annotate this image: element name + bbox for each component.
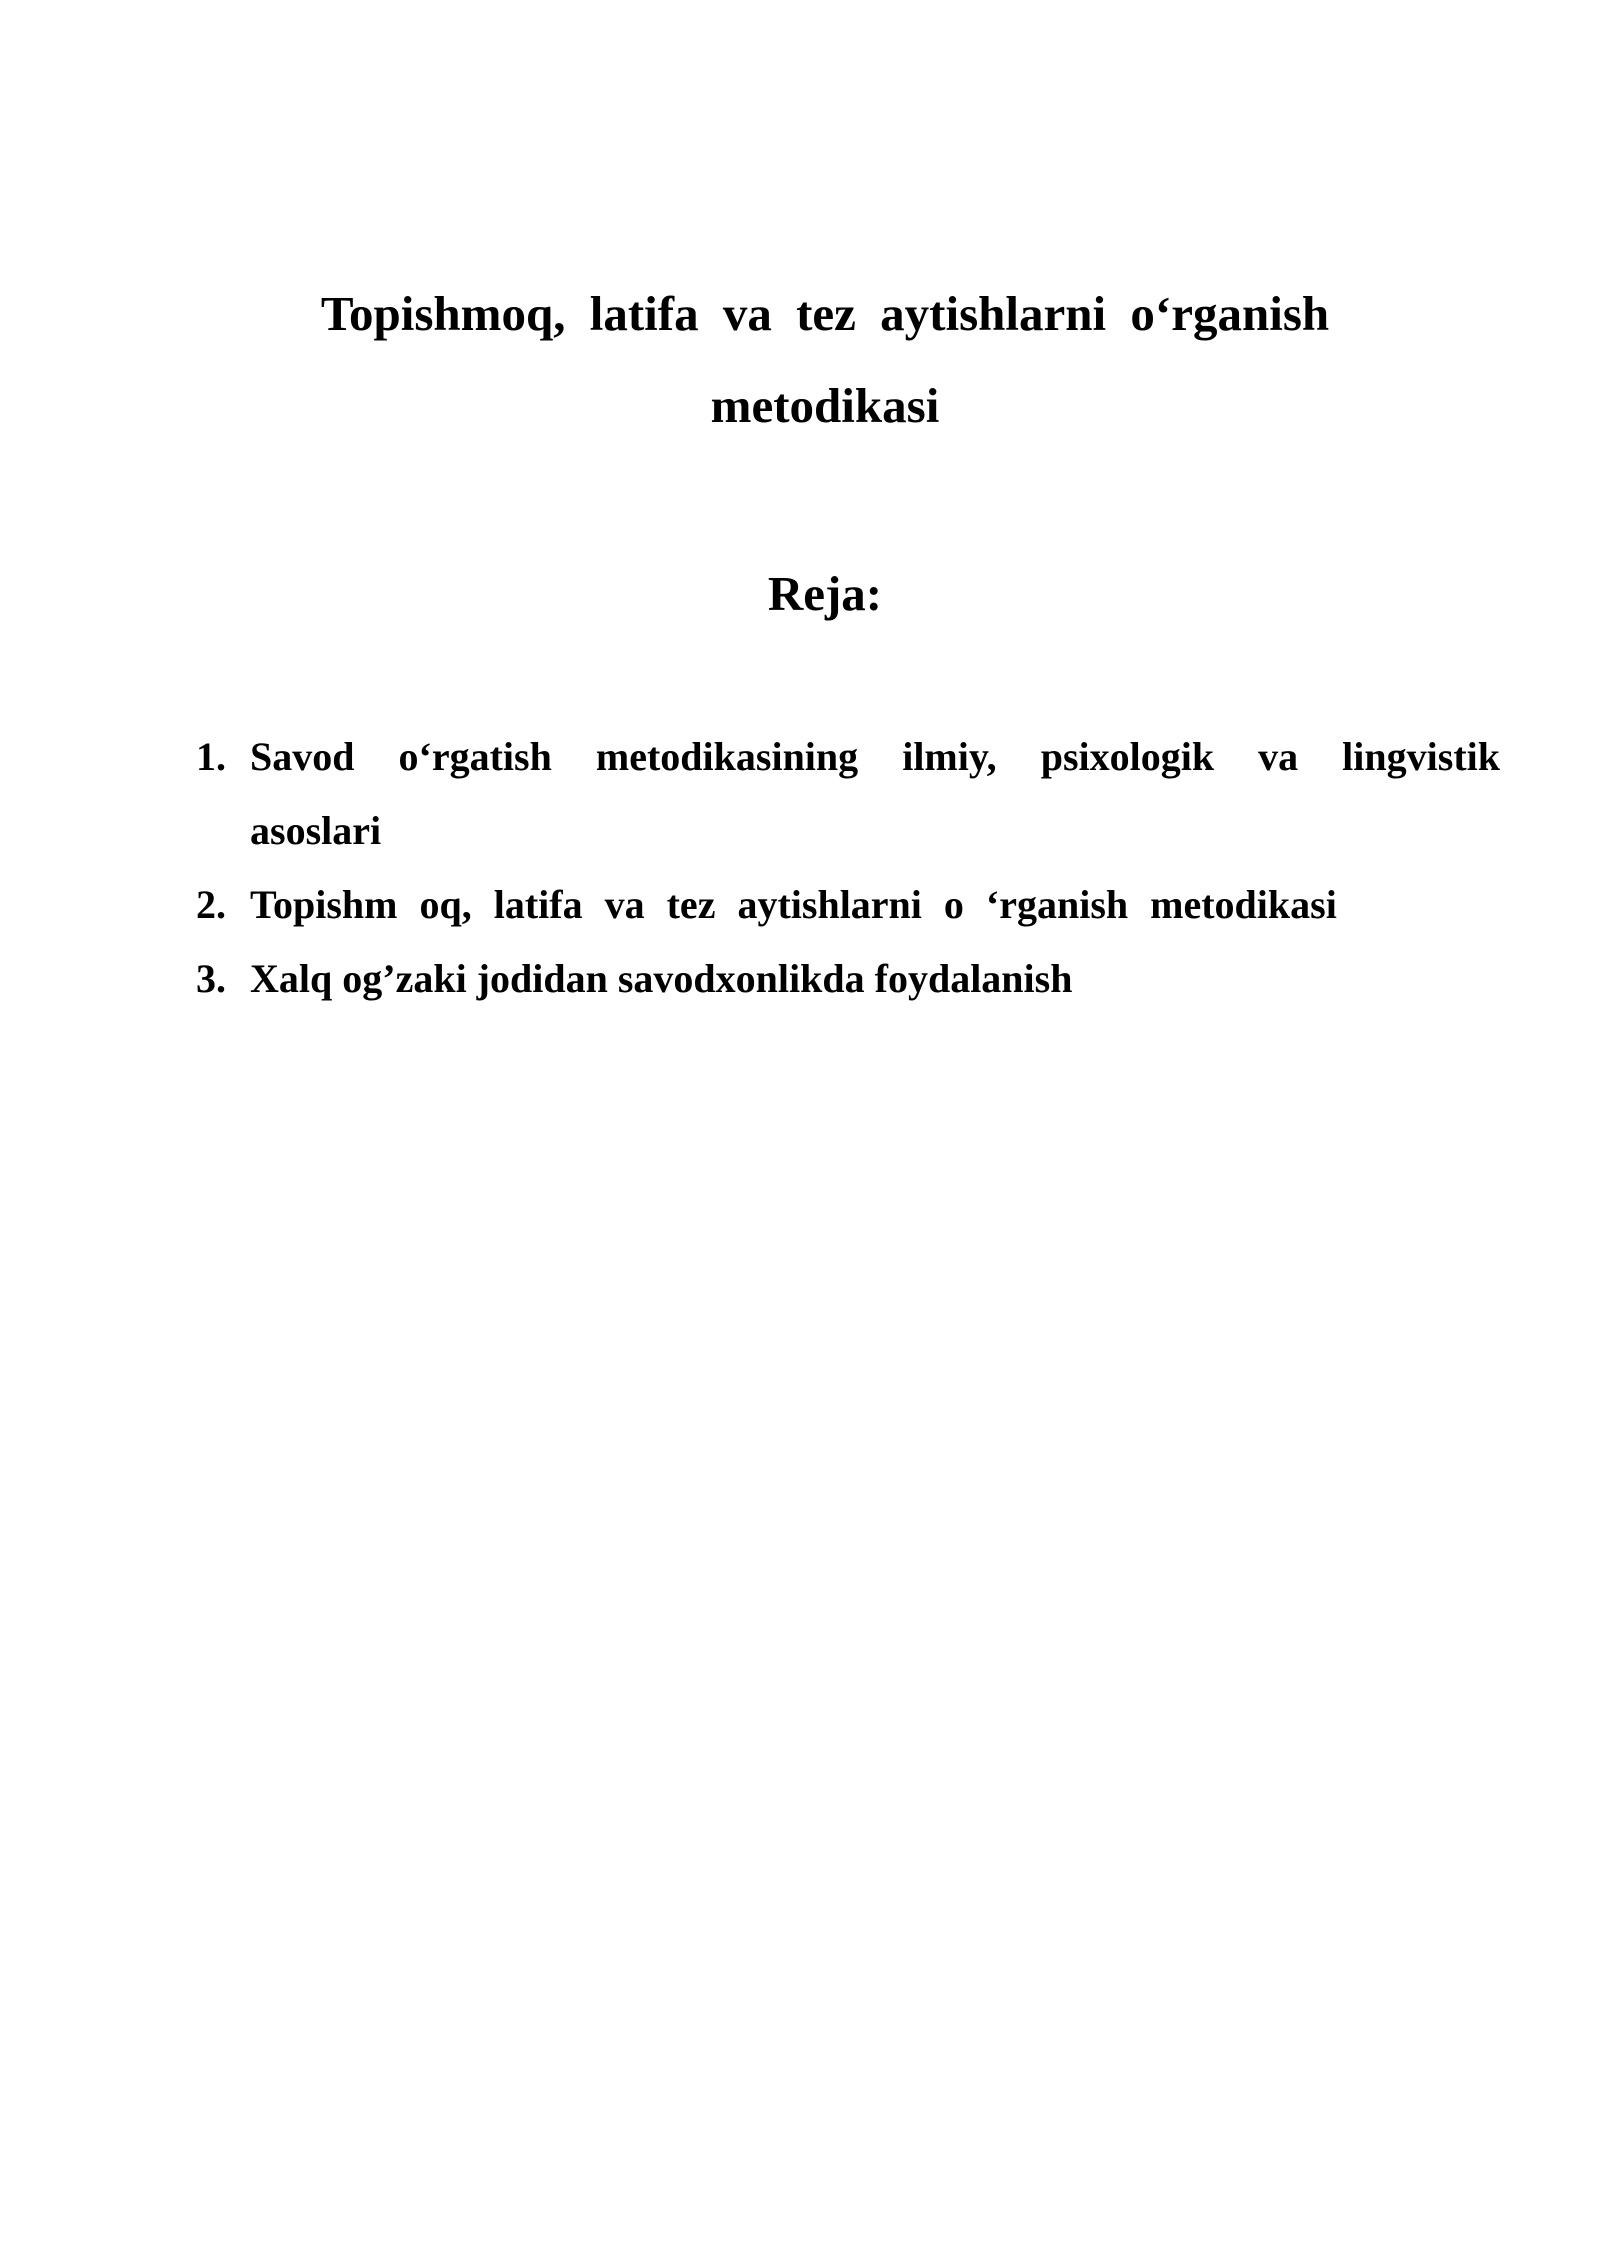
plan-list (196, 720, 1500, 1016)
plan-item-number: 2. (196, 882, 226, 927)
plan-item-number: 1. (196, 734, 226, 779)
plan-heading: Reja: (767, 566, 883, 621)
plan-item-text: Savod o‘rgatish metodikasining ilmiy, psixologik va lingvistik (250, 734, 1500, 779)
plan-item-text: Topishm oq, latifa va tez aytishlarni o ‘rganish metodikasi (250, 882, 1337, 927)
plan-item-text-continuation: asoslari (250, 808, 382, 853)
plan-item-3 (196, 942, 1500, 1016)
document-title-line-2: metodikasi (710, 378, 940, 433)
document-title-line-1: Topishmoq, latifa va tez aytishlarni o‘rganish (320, 286, 1330, 341)
plan-item-2 (196, 868, 1500, 942)
plan-item-1 (196, 720, 1500, 868)
plan-item-text: Xalq og’zaki jodidan savodxonlikda foydalanish (250, 956, 1073, 1001)
plan-item-number: 3. (196, 956, 226, 1001)
